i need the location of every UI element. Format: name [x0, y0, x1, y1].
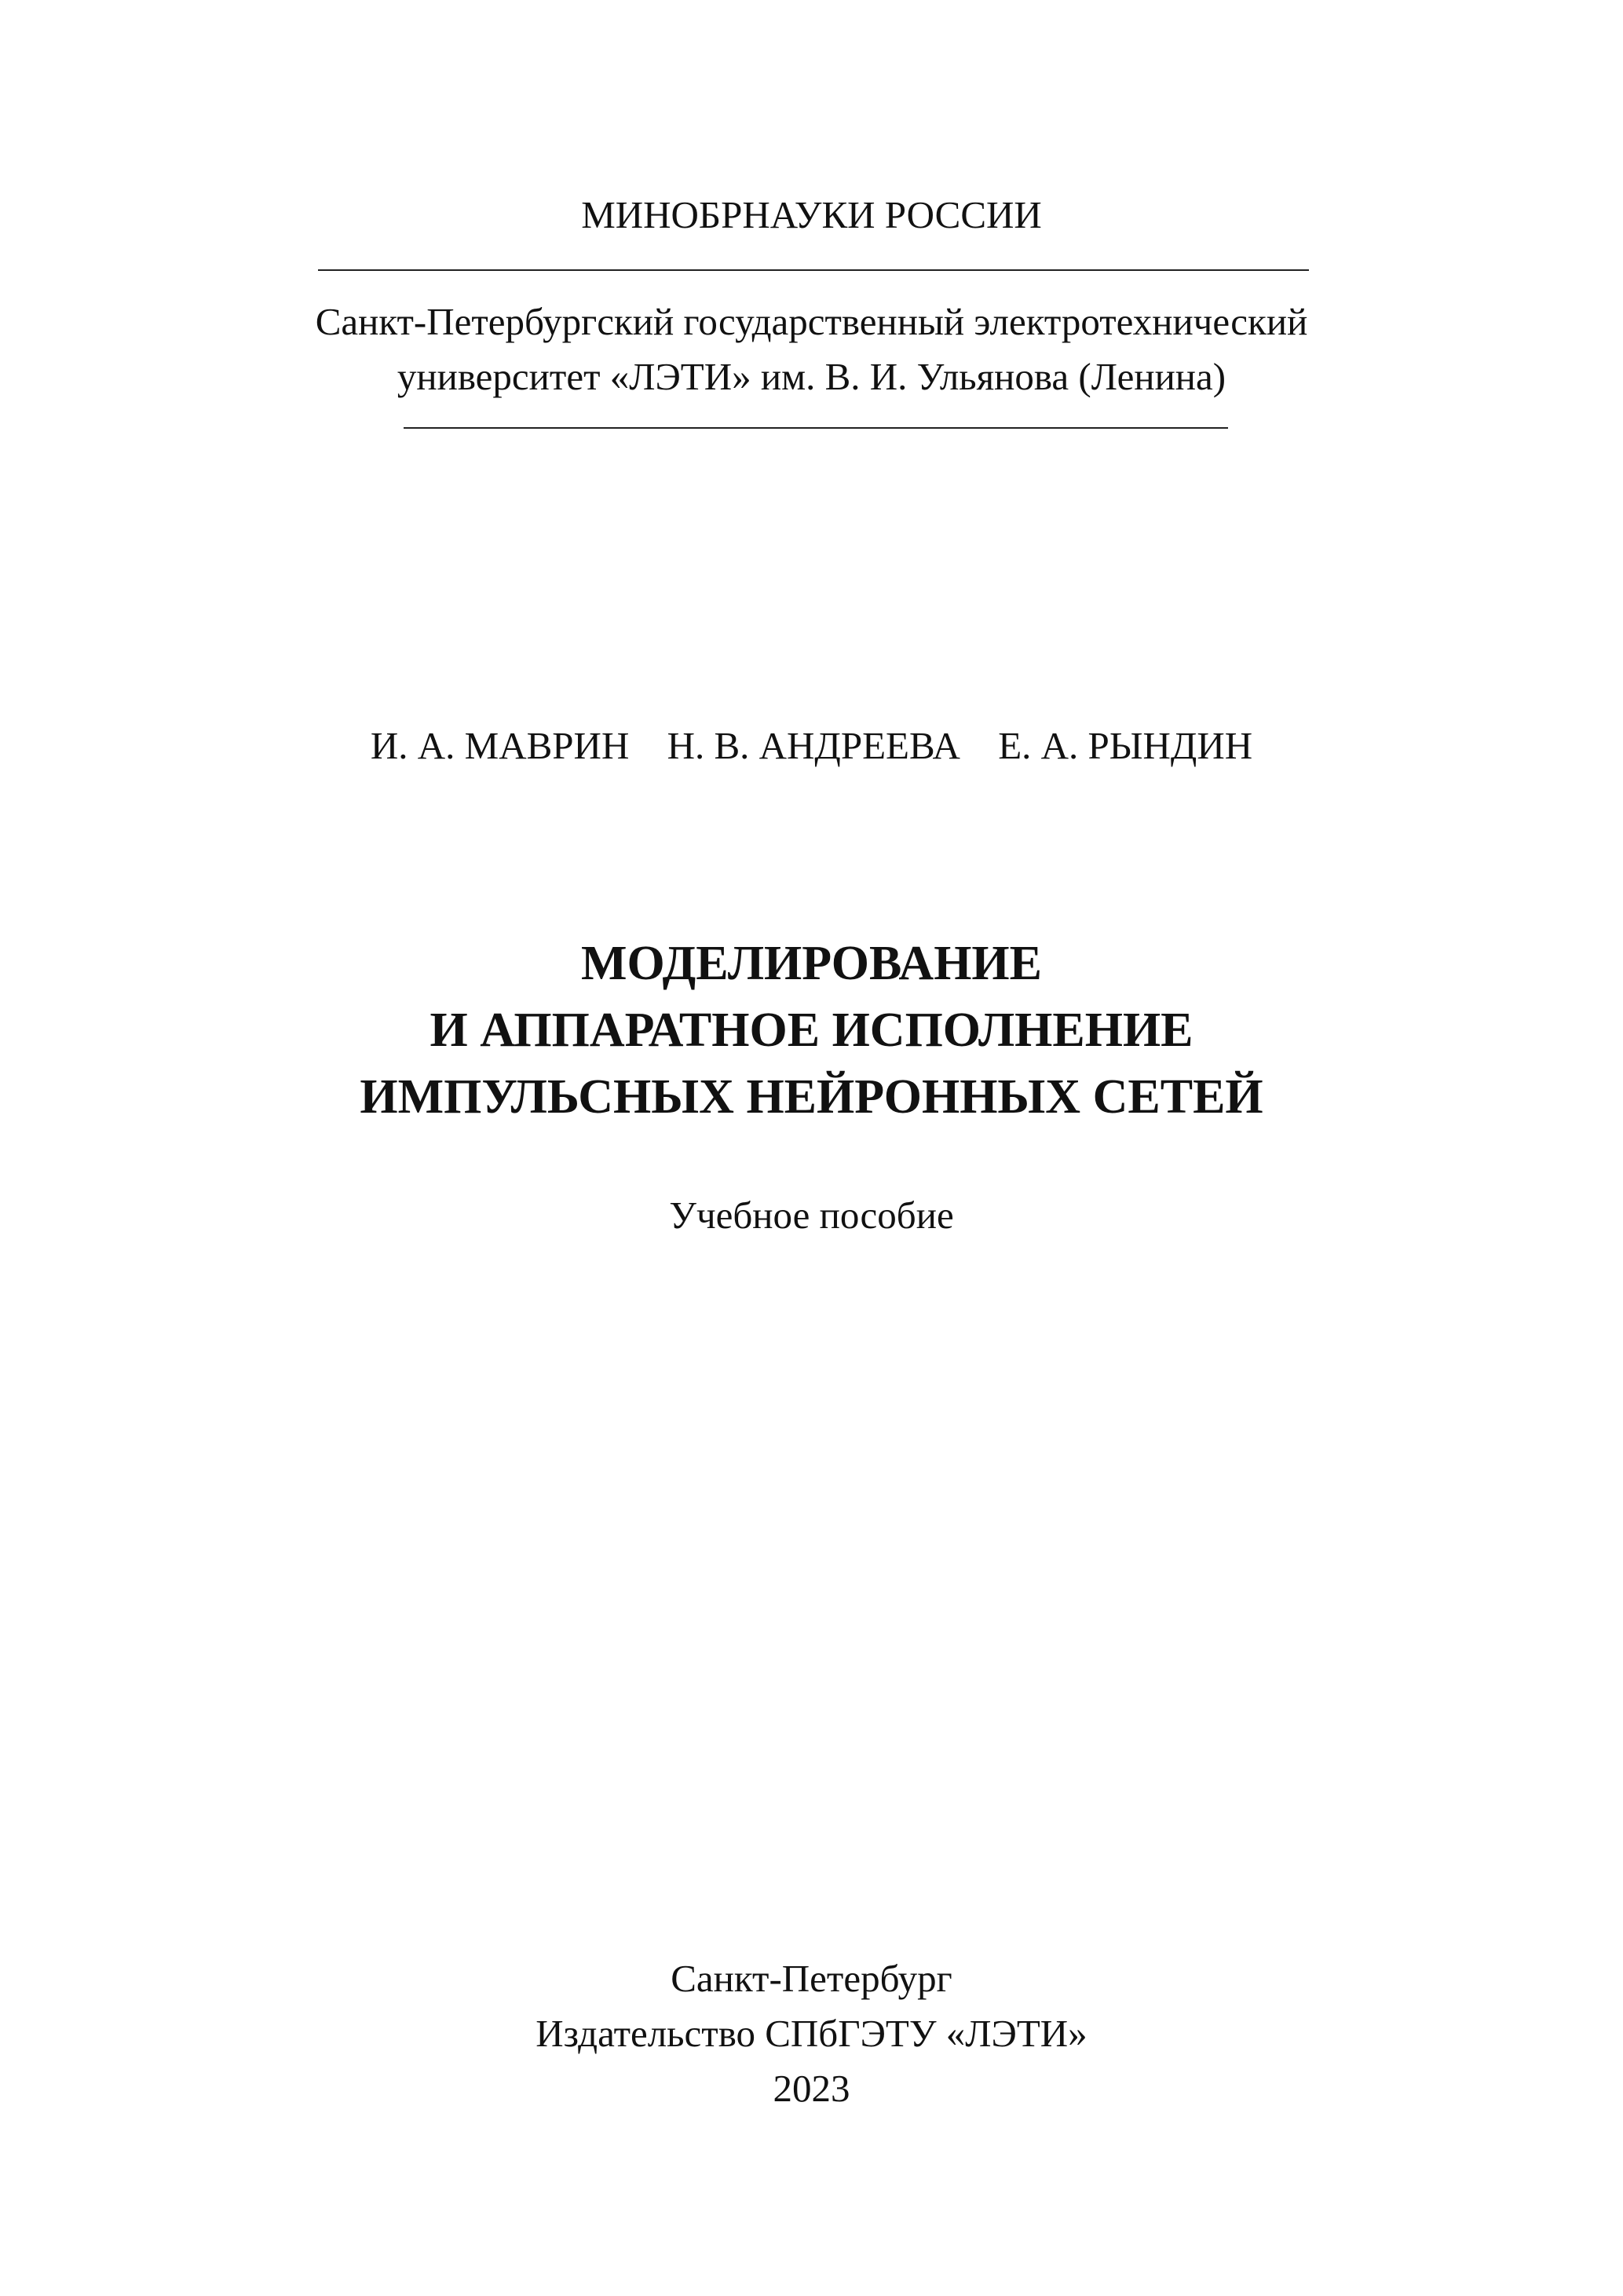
imprint-city: Санкт-Петербург: [671, 1957, 952, 2000]
book-subtitle: Учебное пособие: [669, 1194, 954, 1237]
university-name-line2: университет «ЛЭТИ» им. В. И. Ульянова (Ленина): [397, 355, 1226, 398]
book-title-line2: И АППАРАТНОЕ ИСПОЛНЕНИЕ: [430, 1004, 1193, 1057]
author-2: Н. В. АНДРЕЕВА: [667, 724, 960, 767]
header-divider-bottom: [404, 427, 1228, 429]
imprint-year: 2023: [773, 2067, 850, 2110]
book-title-line1: МОДЕЛИРОВАНИЕ: [580, 937, 1043, 990]
ministry-name: МИНОБРНАУКИ РОССИИ: [581, 193, 1042, 236]
authors: [0, 722, 1623, 770]
imprint-publisher: Издательство СПбГЭТУ «ЛЭТИ»: [536, 2012, 1087, 2055]
author-1: И. А. МАВРИН: [370, 724, 630, 767]
header-divider-top: [318, 269, 1309, 271]
university-name-line1: Санкт-Петербургский государственный электротехнический: [315, 300, 1308, 343]
book-title-line3: ИМПУЛЬСНЫХ НЕЙРОННЫХ СЕТЕЙ: [360, 1070, 1263, 1124]
author-3: Е. А. РЫНДИН: [998, 724, 1253, 767]
